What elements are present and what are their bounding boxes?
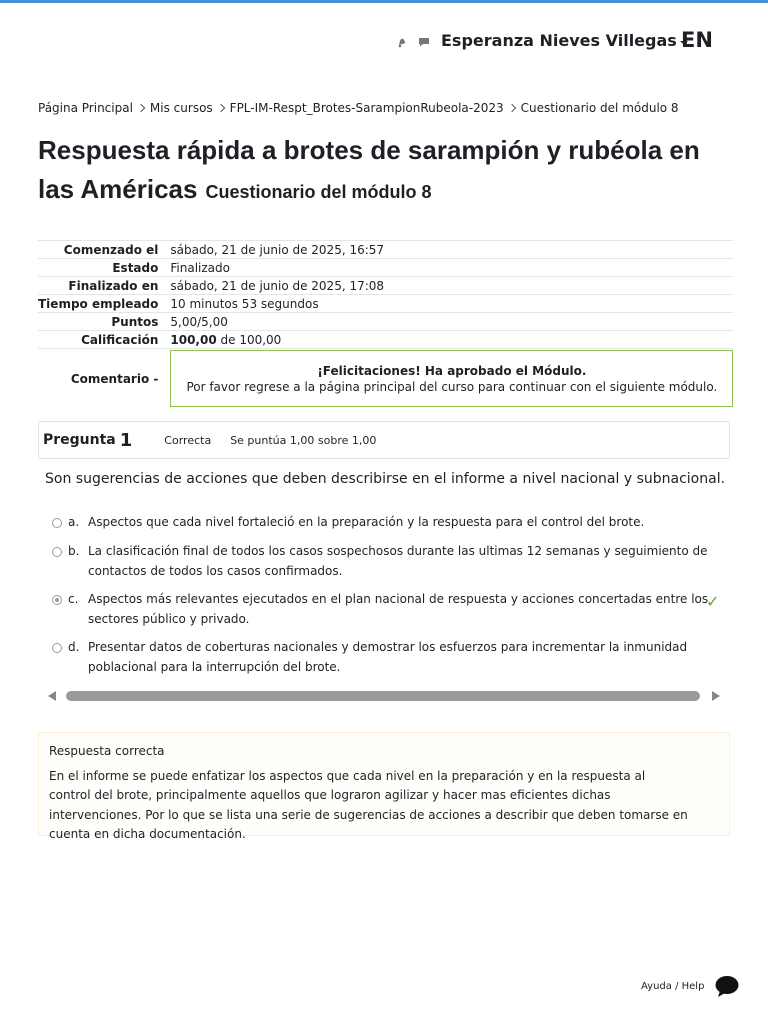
- summary-label: Comenzado el: [38, 241, 164, 259]
- answer-letter: a.: [68, 515, 80, 529]
- scroll-left-arrow-icon[interactable]: [48, 691, 56, 701]
- answer-option-d[interactable]: [50, 638, 730, 682]
- summary-row: [38, 313, 733, 331]
- breadcrumb-course[interactable]: FPL-IM-Respt_Brotes-SarampionRubeola-2023: [229, 101, 504, 115]
- page-subtitle: Cuestionario del módulo 8: [205, 182, 432, 202]
- feedback-title: ¡Felicitaciones! Ha aprobado el Módulo.: [317, 363, 587, 378]
- answer-option-c[interactable]: [50, 590, 730, 638]
- top-accent-bar: [0, 0, 768, 3]
- feedback-text: Por favor regrese a la página principal del curso para continuar con el siguiente módulo.: [186, 379, 718, 394]
- summary-value: sábado, 21 de junio de 2025, 16:57: [164, 241, 733, 259]
- quiz-summary-table: [38, 240, 733, 409]
- question-text: Son sugerencias de acciones que deben describirse en el informe a nivel nacional y subnacional.: [45, 471, 726, 487]
- breadcrumb-quiz[interactable]: Cuestionario del módulo 8: [520, 101, 679, 115]
- question-number: 1: [119, 429, 133, 451]
- chevron-right-icon: [507, 104, 515, 112]
- summary-value: 10 minutos 53 segundos: [164, 295, 733, 313]
- summary-label: Tiempo empleado: [38, 295, 164, 313]
- grade-cell: [164, 331, 733, 349]
- comment-cell: [164, 349, 733, 409]
- summary-value: sábado, 21 de junio de 2025, 17:08: [164, 277, 733, 295]
- summary-row: [38, 295, 733, 313]
- answer-option-a[interactable]: [50, 513, 730, 542]
- grade-label: Calificación: [38, 331, 164, 349]
- chat-bubble-icon[interactable]: [714, 974, 740, 998]
- page-title-text: Respuesta rápida a brotes de sarampión y rubéola en las Américas: [38, 135, 700, 204]
- help-link[interactable]: [641, 974, 740, 998]
- breadcrumb-home[interactable]: Página Principal: [38, 101, 133, 115]
- bell-icon[interactable]: [396, 36, 408, 48]
- radio-button-selected[interactable]: [52, 595, 62, 605]
- top-navbar: [0, 26, 768, 58]
- radio-button[interactable]: [52, 547, 62, 557]
- question-label: Pregunta: [43, 432, 116, 448]
- question-grade: Se puntúa 1,00 sobre 1,00: [230, 433, 377, 447]
- right-answer-title: Respuesta correcta: [49, 744, 165, 758]
- page-title: [38, 131, 738, 212]
- answer-options: [50, 513, 730, 682]
- grade-suffix: de 100,00: [220, 332, 282, 347]
- help-label: Ayuda / Help: [641, 980, 705, 992]
- answer-letter: b.: [68, 544, 80, 558]
- language-selector[interactable]: EN: [681, 28, 713, 52]
- chevron-right-icon: [137, 104, 145, 112]
- grade-value: 100,00: [170, 332, 217, 347]
- answer-text: Aspectos más relevantes ejecutados en el plan nacional de respuesta y acciones concertadas entre los sectores público y privado.: [88, 592, 709, 626]
- question-state: Correcta: [164, 433, 212, 447]
- summary-row-grade: [38, 331, 733, 349]
- comment-label: Comentario -: [38, 349, 164, 409]
- chat-icon[interactable]: [418, 36, 430, 48]
- summary-row: [38, 241, 733, 259]
- answer-letter: c.: [68, 592, 79, 606]
- answer-option-b[interactable]: [50, 542, 730, 590]
- scrollbar-thumb[interactable]: [66, 691, 700, 701]
- right-answer-feedback: [38, 732, 730, 841]
- right-answer-text: En el informe se puede enfatizar los aspectos que cada nivel en la preparación y en la respuesta al control del brote, principalmente aquellos que lograron agilizar y hacer mas eficientes dichas intervenciones. Por lo que se lista una serie de sugerencias de acciones a describir que deben tomarse en cuenta en dicha documentación.: [49, 768, 688, 841]
- user-name: Esperanza Nieves Villegas: [441, 31, 677, 50]
- summary-label: Finalizado en: [38, 277, 164, 295]
- answer-text: Aspectos que cada nivel fortaleció en la preparación y la respuesta para el control del brote.: [88, 515, 645, 529]
- radio-button[interactable]: [52, 643, 62, 653]
- chevron-right-icon: [216, 104, 224, 112]
- check-icon: ✓: [706, 592, 720, 611]
- summary-value: Finalizado: [164, 259, 733, 277]
- summary-value: 5,00/5,00: [164, 313, 733, 331]
- answer-text: La clasificación final de todos los casos sospechosos durante las ultimas 12 semanas y seguimiento de contactos de todos los casos confirmados.: [88, 544, 708, 578]
- overall-feedback-box: [170, 350, 733, 407]
- summary-row-comment: [38, 349, 733, 409]
- horizontal-scrollbar[interactable]: [48, 689, 720, 703]
- scroll-right-arrow-icon[interactable]: [712, 691, 720, 701]
- summary-label: Estado: [38, 259, 164, 277]
- summary-label: Puntos: [38, 313, 164, 331]
- breadcrumb-my-courses[interactable]: Mis cursos: [149, 101, 213, 115]
- summary-row: [38, 259, 733, 277]
- summary-row: [38, 277, 733, 295]
- answer-letter: d.: [68, 640, 80, 654]
- user-menu[interactable]: [441, 31, 688, 50]
- answer-text: Presentar datos de coberturas nacionales y demostrar los esfuerzos para incrementar la inmunidad poblacional para la interrupción del brote.: [88, 640, 688, 674]
- radio-button[interactable]: [52, 518, 62, 528]
- breadcrumb: [38, 101, 679, 115]
- question-info: [38, 421, 730, 459]
